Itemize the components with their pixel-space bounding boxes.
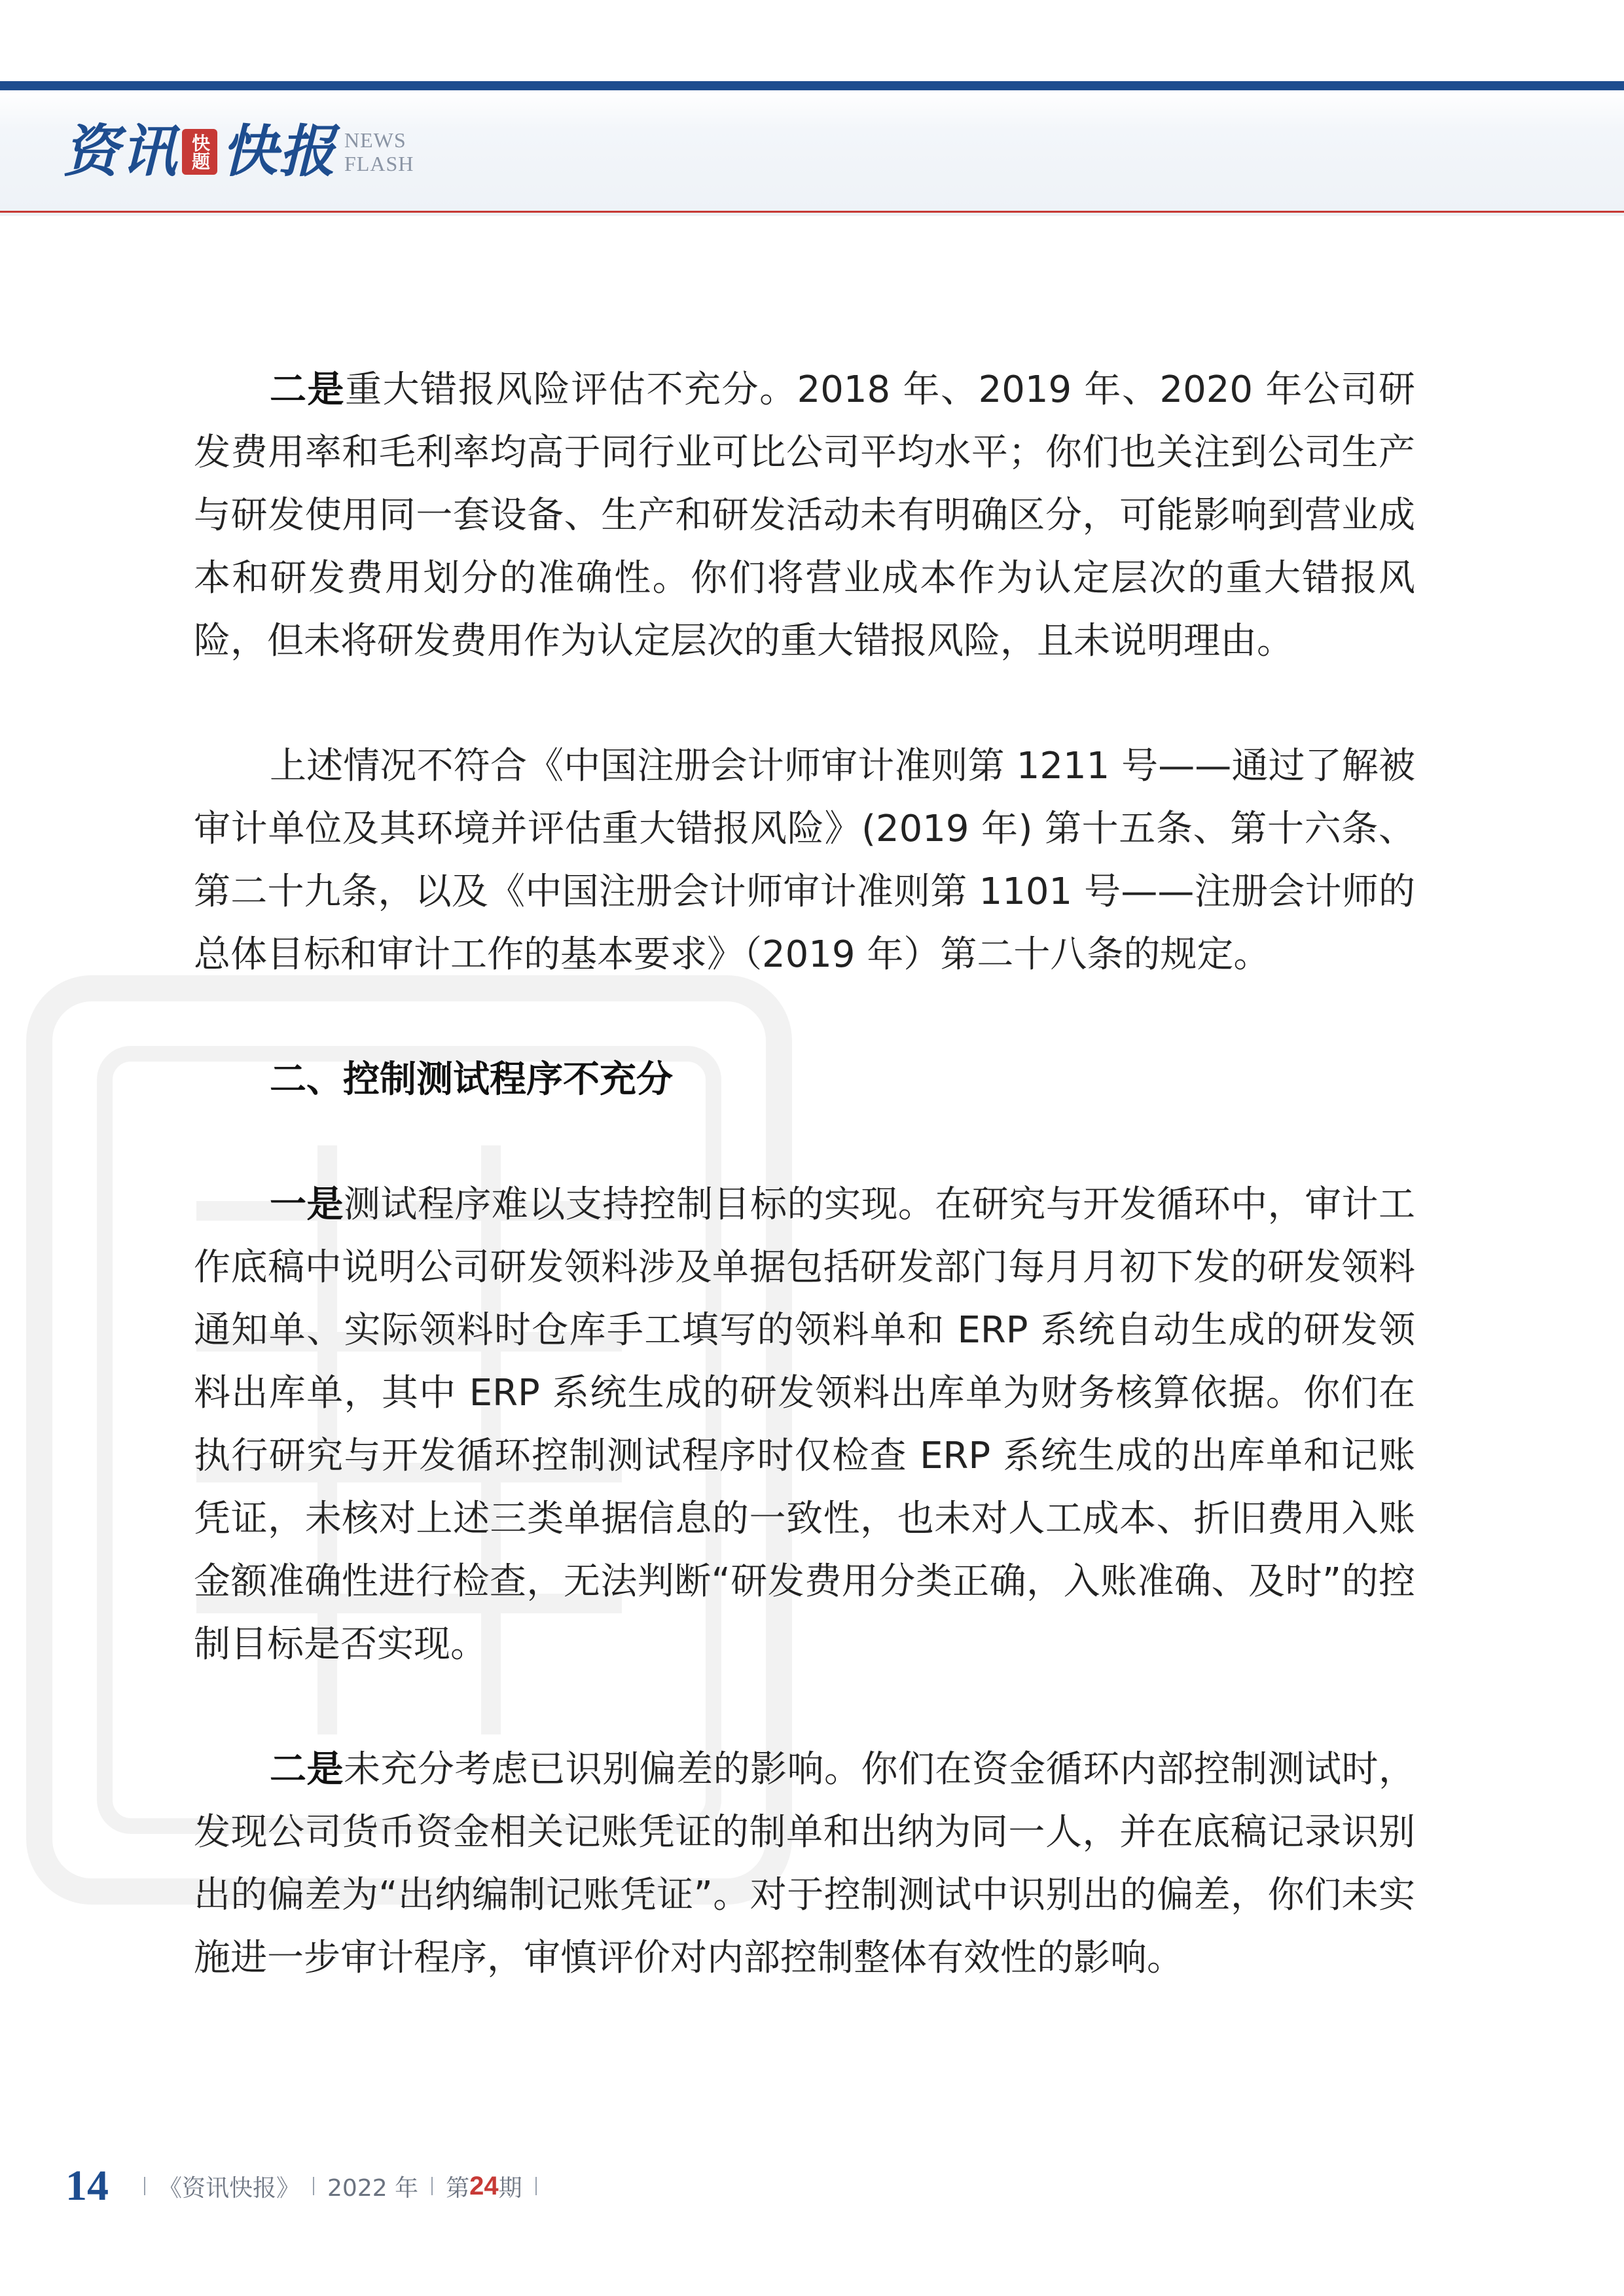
paragraph-text: 上述情况不符合《中国注册会计师审计准则第 1211 号——通过了解被审计单位及其环境并评估重大错报风险》(2019 年) 第十五条、第十六条、第二十九条，以及《中国注册会计师审计准则第 1101 号——注册会计师的总体目标和审计工作的基本要求》（2019 年）第二十八条的规定。	[194, 745, 1415, 976]
footer-divider	[431, 2177, 433, 2195]
masthead-seal-icon: 快题	[182, 129, 217, 175]
paragraph-deviation-impact	[194, 1738, 1415, 1990]
header-divider	[0, 211, 1624, 213]
footer-divider	[144, 2177, 145, 2195]
paragraph-lead: 二是	[270, 1748, 344, 1791]
masthead-title-part1: 资讯	[63, 118, 178, 185]
masthead-english	[344, 128, 414, 175]
footer-issue-prefix: 第	[446, 2174, 470, 2202]
footer-year: 2022 年	[327, 2174, 419, 2202]
masthead	[63, 113, 414, 191]
masthead-en-line2: FLASH	[344, 152, 414, 175]
masthead-en-line1: NEWS	[344, 128, 406, 152]
footer-divider	[313, 2177, 314, 2195]
page-footer	[65, 2160, 550, 2212]
page-number: 14	[65, 2162, 109, 2210]
paragraph-text: 测试程序难以支持控制目标的实现。在研究与开发循环中，审计工作底稿中说明公司研发领料涉及单据包括研发部门每月月初下发的研发领料通知单、实际领料时仓库手工填写的领料单和 ERP 系统自动生成的研发领料出库单，其中 ERP 系统生成的研发领料出库单为财务核算依据。你们在执行研究与开发循环控制测试程序时仅检查 ERP 系统生成的出库单和记账凭证，未核对上述三类单据信息的一致性，也未对人工成本、折旧费用入账金额准确性进行检查，无法判断“研发费用分类正确，入账准确、及时”的控制目标是否实现。	[194, 1183, 1416, 1666]
footer-issue-number: 24	[469, 2171, 499, 2200]
paragraph-lead: 二是	[270, 368, 346, 411]
article-body	[194, 359, 1415, 2052]
paragraph-standards-reference	[194, 735, 1415, 986]
section-heading: 二、控制测试程序不充分	[270, 1058, 673, 1101]
footer-issue-suffix: 期	[498, 2174, 522, 2202]
paragraph-test-procedures	[194, 1174, 1415, 1676]
header-top-bar	[0, 81, 1624, 90]
paragraph-lead: 一是	[270, 1183, 344, 1226]
paragraph-text: 未充分考虑已识别偏差的影响。你们在资金循环内部控制测试时，发现公司货币资金相关记账凭证的制单和出纳为同一人，并在底稿记录识别出的偏差为“出纳编制记账凭证”。对于控制测试中识别出的偏差，你们未实施进一步审计程序，审慎评价对内部控制整体有效性的影响。	[194, 1748, 1416, 1979]
footer-publication: 《资讯快报》	[158, 2174, 300, 2202]
paragraph-text: 重大错报风险评估不充分。2018 年、2019 年、2020 年公司研发费用率和毛利率均高于同行业可比公司平均水平；你们也关注到公司生产与研发使用同一套设备、生产和研发活动未有明确区分，可能影响到营业成本和研发费用划分的准确性。你们将营业成本作为认定层次的重大错报风险，但未将研发费用作为认定层次的重大错报风险，且未说明理由。	[194, 368, 1416, 662]
paragraph-risk-assessment	[194, 359, 1415, 673]
masthead-title-part2: 快报	[221, 118, 336, 185]
footer-divider	[535, 2177, 537, 2195]
